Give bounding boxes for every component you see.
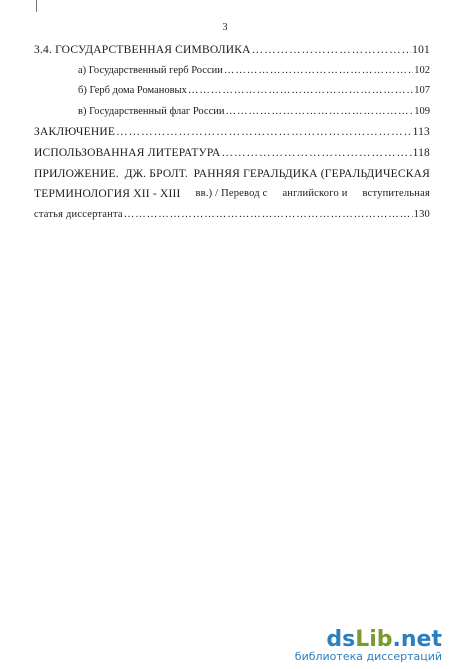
toc-leader-dots — [225, 106, 413, 117]
toc-entry-page: 118 — [412, 146, 430, 159]
toc-entry-appendix — [34, 168, 430, 230]
page-number: 3 — [222, 22, 228, 33]
appendix-line-3 — [34, 209, 430, 230]
toc-entry — [34, 65, 430, 86]
toc-entry-page: 101 — [412, 44, 430, 56]
toc-leader-dots — [124, 209, 413, 220]
scan-mark — [36, 0, 37, 12]
appendix-text: вступительная — [362, 188, 430, 200]
toc-entry-title: в) Государственный флаг России — [78, 105, 225, 117]
appendix-text: английского и — [282, 188, 348, 200]
toc-leader-dots — [222, 147, 412, 159]
toc-entry-title: а) Государственный герб России — [78, 64, 223, 76]
dslib-logo: dsLib.net — [326, 627, 442, 652]
toc-entry — [34, 147, 430, 168]
toc-entry-title: б) Герб дома Романовых — [78, 85, 187, 97]
toc-leader-dots — [188, 85, 413, 96]
appendix-word: РАННЯЯ ГЕРАЛЬДИКА (ГЕРАЛЬДИЧЕСКАЯ — [193, 167, 430, 180]
appendix-text: ТЕРМИНОЛОГИЯ XII - XIII — [34, 188, 181, 201]
dslib-subtitle: библиотека диссертаций — [294, 650, 442, 663]
toc-entry-page: 107 — [414, 85, 430, 97]
toc-entry — [34, 85, 430, 106]
appendix-word: ПРИЛОЖЕНИЕ. — [34, 167, 119, 180]
appendix-word: ДЖ. БРОЛТ. — [124, 167, 188, 180]
toc-entry-title: 3.4. ГОСУДАРСТВЕННАЯ СИМВОЛИКА — [34, 44, 251, 56]
toc-entry — [34, 126, 430, 147]
toc-entry-title: ИСПОЛЬЗОВАННАЯ ЛИТЕРАТУРА — [34, 146, 221, 159]
toc-entry-page: 113 — [412, 126, 430, 139]
toc-leader-dots — [116, 126, 412, 138]
appendix-line-2 — [34, 188, 430, 209]
toc-entry-page: 102 — [414, 64, 430, 76]
dslib-watermark — [295, 628, 442, 663]
toc-entry — [34, 106, 430, 127]
toc-entry — [34, 44, 430, 65]
toc-entry-page: 130 — [413, 208, 430, 220]
appendix-text: статья диссертанта — [34, 208, 123, 220]
toc-entry-page: 109 — [414, 105, 430, 117]
toc-leader-dots — [252, 44, 411, 56]
toc-entry-title: ЗАКЛЮЧЕНИЕ — [34, 126, 116, 139]
appendix-line-1 — [34, 168, 430, 189]
appendix-text: вв.) / Перевод с — [195, 188, 268, 200]
toc-leader-dots — [224, 65, 413, 76]
table-of-contents — [34, 44, 430, 229]
